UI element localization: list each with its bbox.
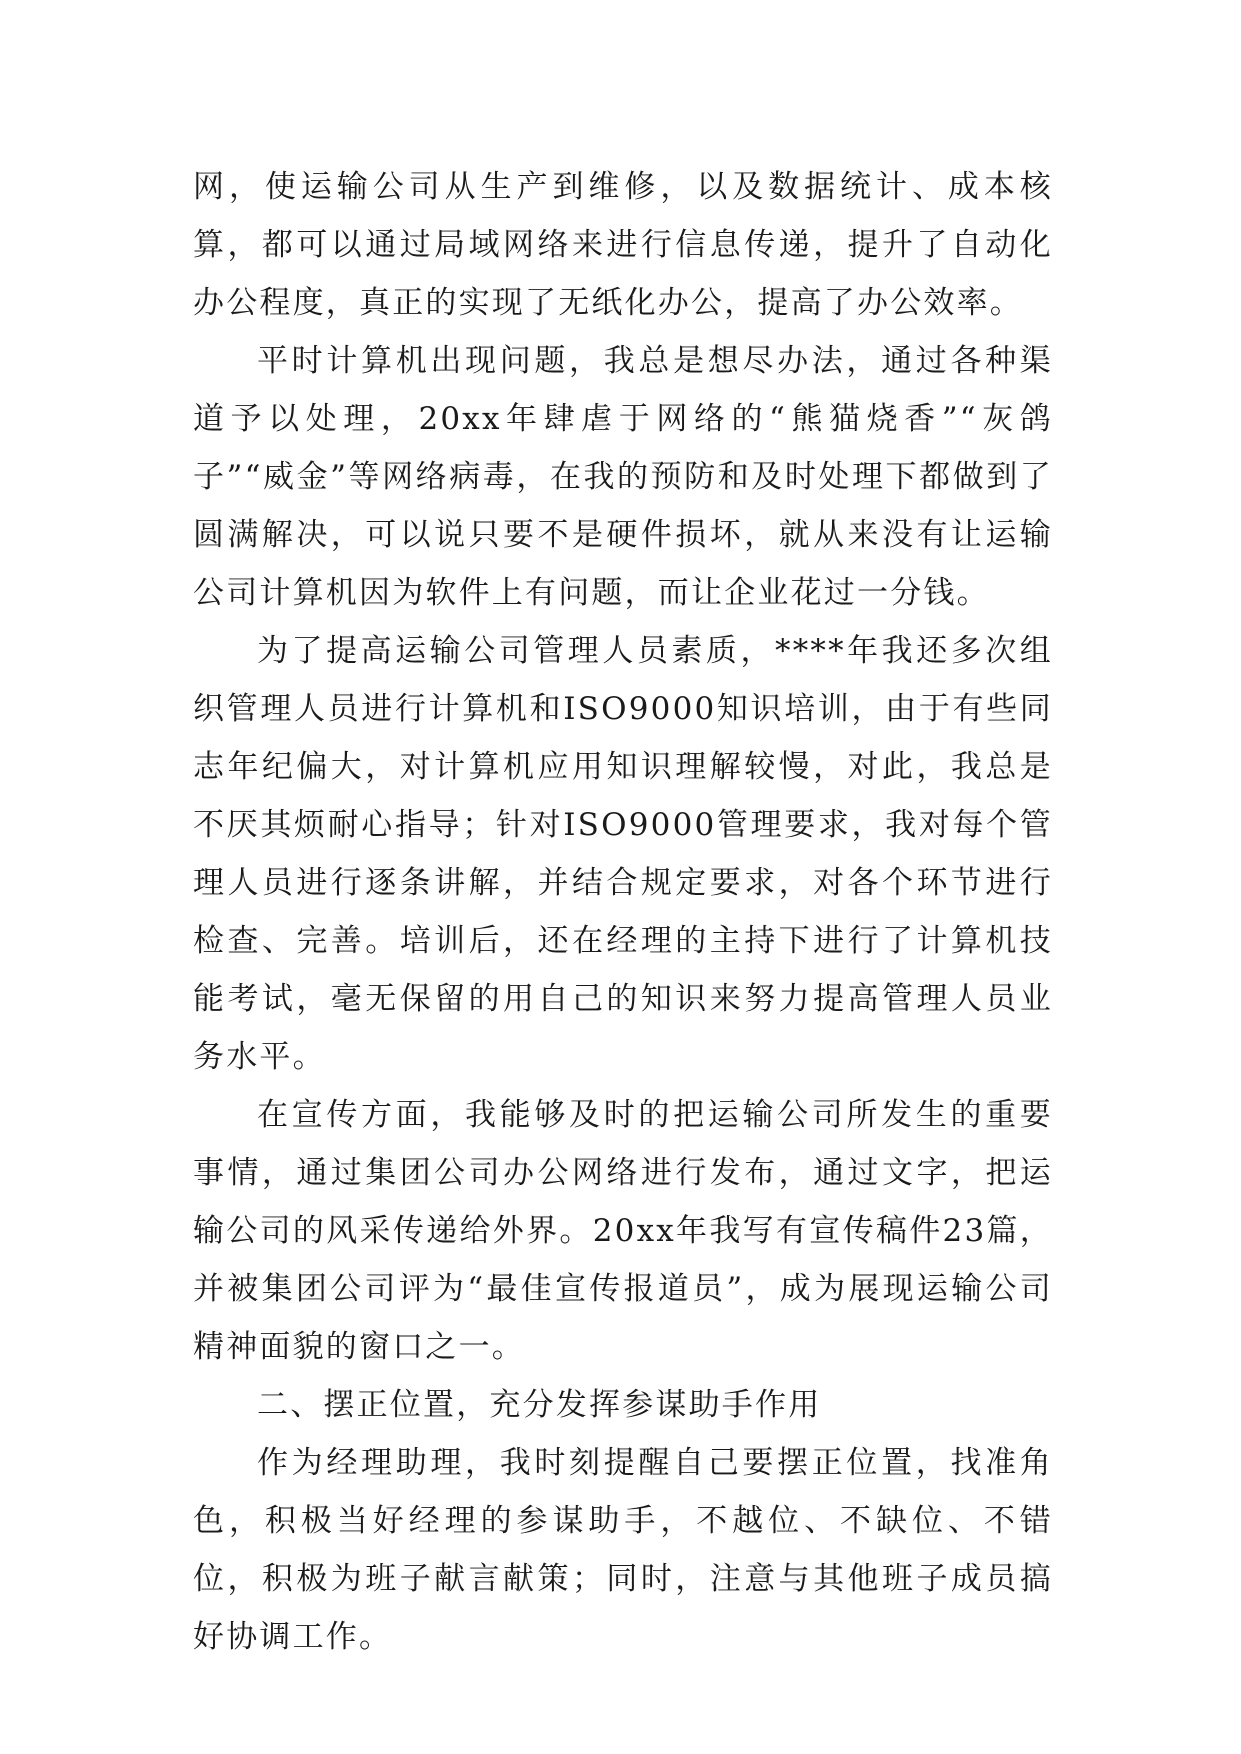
document-body [193, 158, 1053, 1666]
paragraph-network-office: 网，使运输公司从生产到维修，以及数据统计、成本核算，都可以通过局域网络来进行信息传递，提升了自动化办公程度，真正的实现了无纸化办公，提高了办公效率。 [193, 169, 1053, 321]
paragraph-assistant-duties: 作为经理助理，我时刻提醒自己要摆正位置，找准角色，积极当好经理的参谋助手，不越位、不缺位、不错位，积极为班子献言献策；同时，注意与其他班子成员搞好协调工作。 [193, 1445, 1053, 1655]
paragraph-publicity: 在宣传方面，我能够及时的把运输公司所发生的重要事情，通过集团公司办公网络进行发布，通过文字，把运输公司的风采传递给外界。20xx年我写有宣传稿件23篇，并被集团公司评为“最佳宣传报道员”，成为展现运输公司精神面貌的窗口之一。 [193, 1097, 1053, 1365]
paragraph-virus-handling: 平时计算机出现问题，我总是想尽办法，通过各种渠道予以处理，20xx年肆虐于网络的“熊猫烧香”“灰鸽子”“威金”等网络病毒，在我的预防和及时处理下都做到了圆满解决，可以说只要不是硬件损坏，就从来没有让运输公司计算机因为软件上有问题，而让企业花过一分钱。 [193, 343, 1053, 611]
section-heading-advisor-role: 二、摆正位置，充分发挥参谋助手作用 [257, 1387, 822, 1423]
paragraph-training: 为了提高运输公司管理人员素质，****年我还多次组织管理人员进行计算机和ISO9000知识培训，由于有些同志年纪偏大，对计算机应用知识理解较慢，对此，我总是不厌其烦耐心指导；针对ISO9000管理要求，我对每个管理人员进行逐条讲解，并结合规定要求，对各个环节进行检查、完善。培训后，还在经理的主持下进行了计算机技能考试，毫无保留的用自己的知识来努力提高管理人员业务水平。 [193, 633, 1053, 1075]
